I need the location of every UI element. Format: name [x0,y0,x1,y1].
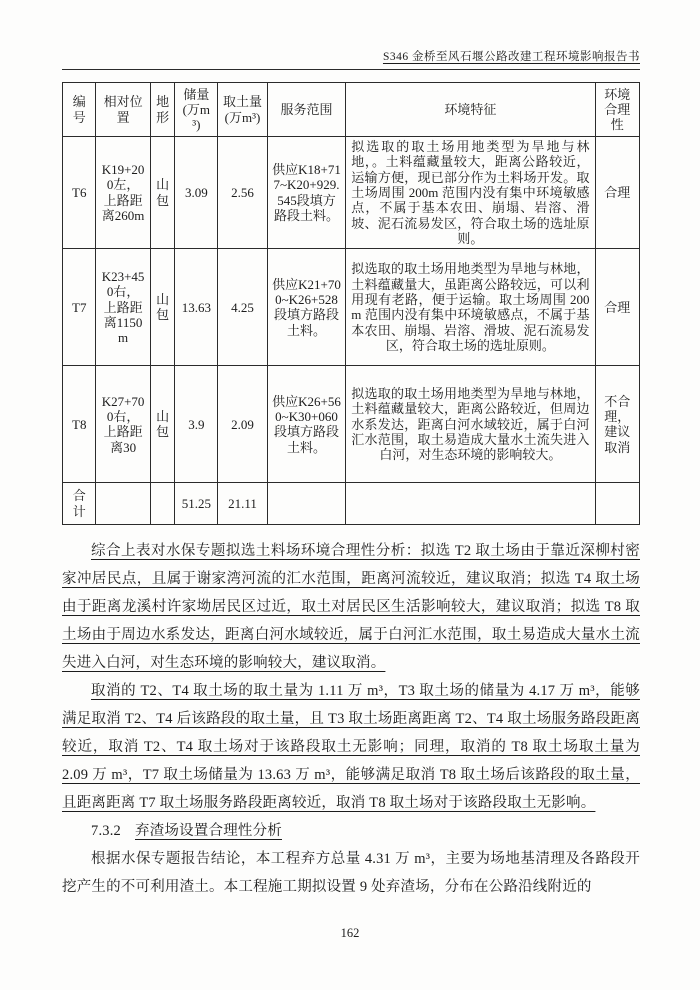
col-header-position: 相对位置 [96,83,150,137]
cell-features: 拟选取的取土场用地类型为旱地与林地，土料蕴藏量较大，距离公路较近，但周边水系发达，距离白河水域较近，属于白河汇水范围，取土易造成大量水土流失进入白河，对生态环境的影响较大。 [346,366,595,483]
table-row-t7 [63,249,640,366]
cell-features: 拟选取的取土场用地类型为旱地与林地，。土料蕴藏量较大，距离公路较近，运输方便，现已部分作为土料场开发。取土场周围 200m 范围内没有集中环境敏感点，不属于基本农田、崩塌、岩溶、滑坡、泥石流易发区，符合取土场的选址原则。 [346,137,595,249]
cell-empty [346,483,595,525]
page-header [62,48,640,70]
cell-terrain: 山包 [150,249,175,366]
cell-rationality: 合理 [595,249,639,366]
col-header-terrain: 地形 [150,83,175,137]
cell-empty [150,483,175,525]
table-row-total [63,483,640,525]
cell-terrain: 山包 [150,137,175,249]
col-header-service: 服务范围 [267,83,345,137]
cell-reserve: 3.9 [175,366,218,483]
cell-reserve: 3.09 [175,137,218,249]
cell-volume: 2.56 [218,137,268,249]
page-number: 162 [340,926,360,940]
section-heading [62,817,640,845]
cell-empty [595,483,639,525]
cell-position: K19+200左，上路距离260m [96,137,150,249]
table-header-row [63,83,640,137]
section-title: 弃渣场设置合理性分析 [135,823,282,840]
col-header-features: 环境特征 [346,83,595,137]
cell-id: T7 [63,249,96,366]
cell-reserve: 13.63 [175,249,218,366]
table-row-t8 [63,366,640,483]
cell-volume: 4.25 [218,249,268,366]
report-title: S346 金桥至风石堰公路改建工程环境影响报告书 [382,51,640,63]
cell-features: 拟选取的取土场用地类型为旱地与林地，土料蕴藏量大，虽距离公路较远，可以利用现有老路，便于运输。取土场周围 200m 范围内没有集中环境敏感点，不属于基本农田、崩塌、岩溶、滑坡、泥石流易发区，符合取土场的选址原则。 [346,249,595,366]
cell-empty [96,483,150,525]
col-header-reserve: 储量(万m³) [175,83,218,137]
cell-service: 供应K26+560~K30+060段填方路段土料。 [267,366,345,483]
cell-rationality: 不合理，建议取消 [595,366,639,483]
cell-service: 供应K21+700~K26+528段填方路段土料。 [267,249,345,366]
col-header-id: 编号 [63,83,96,137]
body-text-block [62,537,640,901]
cell-id: T6 [63,137,96,249]
cell-volume: 2.09 [218,366,268,483]
paragraph-cancellation-balance: 取消的 T2、T4 取土场的取土量为 1.11 万 m³，T3 取土场的储量为 4.17 万 m³，能够满足取消 T2、T4 后该路段的取土量，且 T3 取土场距离距离 T2、T4 取土场服务路段距离较近，取消 T2、T4 取土场对于该路段取土无影响；同理，取消的 T8 取土场取土量为 2.09 万 m³，T7 取土场储量为 13.63 万 m³，能够满足取消 T8 取土场后该路段的取土量，且距离距离 T7 取土场服务路段距离较近，取消 T8 取土场对于该路段取土无影响。 [62,683,640,812]
cell-total-label: 合计 [63,483,96,525]
cell-position: K27+700右，上路距离30 [96,366,150,483]
cell-rationality: 合理 [595,137,639,249]
section-number: 7.3.2 [91,823,121,840]
borrow-site-table [62,82,640,525]
paragraph-spoil-ground: 根据水保专题报告结论，本工程弃方总量 4.31 万 m³，主要为场地基清理及各路段开挖产生的不可利用渣土。本工程施工期拟设置 9 处弃渣场，分布在公路沿线附近的 [62,851,640,896]
table-row-t6 [63,137,640,249]
cell-id: T8 [63,366,96,483]
cell-empty [267,483,345,525]
cell-service: 供应K18+717~K20+929.545段填方路段土料。 [267,137,345,249]
page-footer [0,926,700,941]
cell-position: K23+450右，上路距离1150m [96,249,150,366]
col-header-rationality: 环境合理性 [595,83,639,137]
paragraph-rationality-analysis: 综合上表对水保专题拟选土料场环境合理性分析：拟选 T2 取土场由于靠近深柳村密家冲居民点，且属于谢家湾河流的汇水范围，距离河流较近，建议取消；拟选 T4 取土场由于距离龙溪村许家坳居民区过近，取土对居民区生活影响较大，建议取消；拟选 T8 取土场由于周边水系发达，距离白河水域较近，属于白河汇水范围，取土易造成大量水土流失进入白河，对生态环境的影响较大，建议取消。 [62,543,640,672]
cell-total-reserve: 51.25 [175,483,218,525]
cell-total-volume: 21.11 [218,483,268,525]
cell-terrain: 山包 [150,366,175,483]
col-header-volume: 取土量(万m³) [218,83,268,137]
